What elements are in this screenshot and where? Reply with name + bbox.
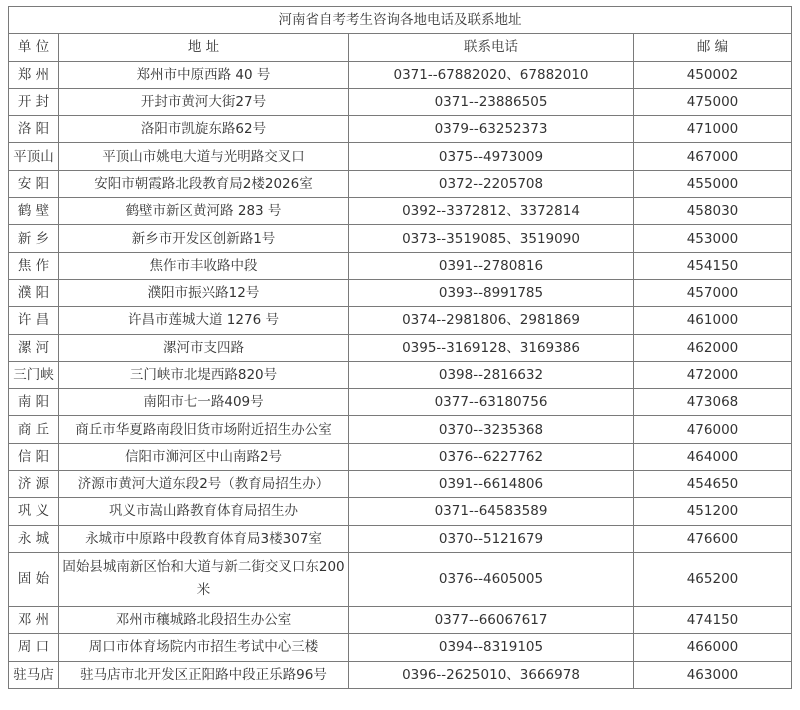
address-cell: 固始县城南新区怡和大道与新二街交叉口东200米	[59, 552, 349, 606]
header-phone: 联系电话	[349, 34, 634, 61]
header-zip: 邮 编	[634, 34, 792, 61]
address-cell: 平顶山市姚电大道与光明路交叉口	[59, 143, 349, 170]
phone-cell: 0377--66067617	[349, 606, 634, 633]
address-cell: 驻马店市北开发区正阳路中段正乐路96号	[59, 661, 349, 688]
table-row	[9, 225, 792, 252]
phone-cell: 0391--6614806	[349, 471, 634, 498]
unit-cell: 固 始	[9, 552, 59, 606]
table-row	[9, 634, 792, 661]
phone-cell: 0374--2981806、2981869	[349, 307, 634, 334]
zip-cell: 462000	[634, 334, 792, 361]
phone-cell: 0396--2625010、3666978	[349, 661, 634, 688]
address-cell: 新乡市开发区创新路1号	[59, 225, 349, 252]
zip-cell: 464000	[634, 443, 792, 470]
address-cell: 濮阳市振兴路12号	[59, 279, 349, 306]
phone-cell: 0371--67882020、67882010	[349, 61, 634, 88]
unit-cell: 济 源	[9, 471, 59, 498]
unit-cell: 信 阳	[9, 443, 59, 470]
address-cell: 焦作市丰收路中段	[59, 252, 349, 279]
zip-cell: 472000	[634, 361, 792, 388]
zip-cell: 457000	[634, 279, 792, 306]
address-cell: 三门峡市北堤西路820号	[59, 361, 349, 388]
phone-cell: 0375--4973009	[349, 143, 634, 170]
unit-cell: 许 昌	[9, 307, 59, 334]
table-row	[9, 661, 792, 688]
zip-cell: 455000	[634, 170, 792, 197]
unit-cell: 永 城	[9, 525, 59, 552]
zip-cell: 465200	[634, 552, 792, 606]
phone-cell: 0393--8991785	[349, 279, 634, 306]
zip-cell: 461000	[634, 307, 792, 334]
table-header-row	[9, 34, 792, 61]
unit-cell: 三门峡	[9, 361, 59, 388]
address-cell: 邓州市穰城路北段招生办公室	[59, 606, 349, 633]
phone-cell: 0376--6227762	[349, 443, 634, 470]
table-row	[9, 198, 792, 225]
table-row	[9, 252, 792, 279]
zip-cell: 450002	[634, 61, 792, 88]
phone-cell: 0379--63252373	[349, 116, 634, 143]
table-row	[9, 416, 792, 443]
unit-cell: 焦 作	[9, 252, 59, 279]
unit-cell: 驻马店	[9, 661, 59, 688]
table-row	[9, 279, 792, 306]
unit-cell: 安 阳	[9, 170, 59, 197]
phone-cell: 0370--5121679	[349, 525, 634, 552]
table-row	[9, 498, 792, 525]
address-cell: 漯河市支四路	[59, 334, 349, 361]
table-row	[9, 525, 792, 552]
zip-cell: 454650	[634, 471, 792, 498]
unit-cell: 周 口	[9, 634, 59, 661]
unit-cell: 南 阳	[9, 389, 59, 416]
address-cell: 鹤壁市新区黄河路 283 号	[59, 198, 349, 225]
zip-cell: 467000	[634, 143, 792, 170]
unit-cell: 漯 河	[9, 334, 59, 361]
contact-table	[8, 6, 792, 689]
phone-cell: 0371--64583589	[349, 498, 634, 525]
address-cell: 周口市体育场院内市招生考试中心三楼	[59, 634, 349, 661]
address-cell: 南阳市七一路409号	[59, 389, 349, 416]
table-row	[9, 88, 792, 115]
phone-cell: 0395--3169128、3169386	[349, 334, 634, 361]
phone-cell: 0392--3372812、3372814	[349, 198, 634, 225]
phone-cell: 0394--8319105	[349, 634, 634, 661]
address-cell: 信阳市浉河区中山南路2号	[59, 443, 349, 470]
table-row	[9, 61, 792, 88]
table-row	[9, 606, 792, 633]
zip-cell: 451200	[634, 498, 792, 525]
unit-cell: 濮 阳	[9, 279, 59, 306]
table-row	[9, 552, 792, 606]
zip-cell: 454150	[634, 252, 792, 279]
table-title: 河南省自考考生咨询各地电话及联系地址	[9, 7, 792, 34]
table-row	[9, 307, 792, 334]
address-cell: 开封市黄河大街27号	[59, 88, 349, 115]
address-cell: 洛阳市凯旋东路62号	[59, 116, 349, 143]
address-cell: 郑州市中原西路 40 号	[59, 61, 349, 88]
phone-cell: 0370--3235368	[349, 416, 634, 443]
phone-cell: 0376--4605005	[349, 552, 634, 606]
phone-cell: 0398--2816632	[349, 361, 634, 388]
zip-cell: 476600	[634, 525, 792, 552]
table-row	[9, 170, 792, 197]
address-cell: 许昌市莲城大道 1276 号	[59, 307, 349, 334]
header-address: 地 址	[59, 34, 349, 61]
unit-cell: 洛 阳	[9, 116, 59, 143]
unit-cell: 开 封	[9, 88, 59, 115]
zip-cell: 471000	[634, 116, 792, 143]
address-cell: 永城市中原路中段教育体育局3楼307室	[59, 525, 349, 552]
phone-cell: 0391--2780816	[349, 252, 634, 279]
phone-cell: 0372--2205708	[349, 170, 634, 197]
table-row	[9, 443, 792, 470]
table-row	[9, 143, 792, 170]
zip-cell: 473068	[634, 389, 792, 416]
address-cell: 安阳市朝霞路北段教育局2楼2026室	[59, 170, 349, 197]
zip-cell: 463000	[634, 661, 792, 688]
address-cell: 济源市黄河大道东段2号（教育局招生办）	[59, 471, 349, 498]
table-row	[9, 116, 792, 143]
phone-cell: 0371--23886505	[349, 88, 634, 115]
table-title-row	[9, 7, 792, 34]
table-row	[9, 361, 792, 388]
phone-cell: 0373--3519085、3519090	[349, 225, 634, 252]
address-cell: 巩义市嵩山路教育体育局招生办	[59, 498, 349, 525]
zip-cell: 474150	[634, 606, 792, 633]
header-unit: 单 位	[9, 34, 59, 61]
table-row	[9, 334, 792, 361]
table-row	[9, 389, 792, 416]
zip-cell: 476000	[634, 416, 792, 443]
unit-cell: 邓 州	[9, 606, 59, 633]
unit-cell: 鹤 壁	[9, 198, 59, 225]
unit-cell: 郑 州	[9, 61, 59, 88]
address-cell: 商丘市华夏路南段旧货市场附近招生办公室	[59, 416, 349, 443]
unit-cell: 新 乡	[9, 225, 59, 252]
unit-cell: 巩 义	[9, 498, 59, 525]
zip-cell: 453000	[634, 225, 792, 252]
unit-cell: 平顶山	[9, 143, 59, 170]
zip-cell: 458030	[634, 198, 792, 225]
zip-cell: 466000	[634, 634, 792, 661]
unit-cell: 商 丘	[9, 416, 59, 443]
table-row	[9, 471, 792, 498]
zip-cell: 475000	[634, 88, 792, 115]
phone-cell: 0377--63180756	[349, 389, 634, 416]
